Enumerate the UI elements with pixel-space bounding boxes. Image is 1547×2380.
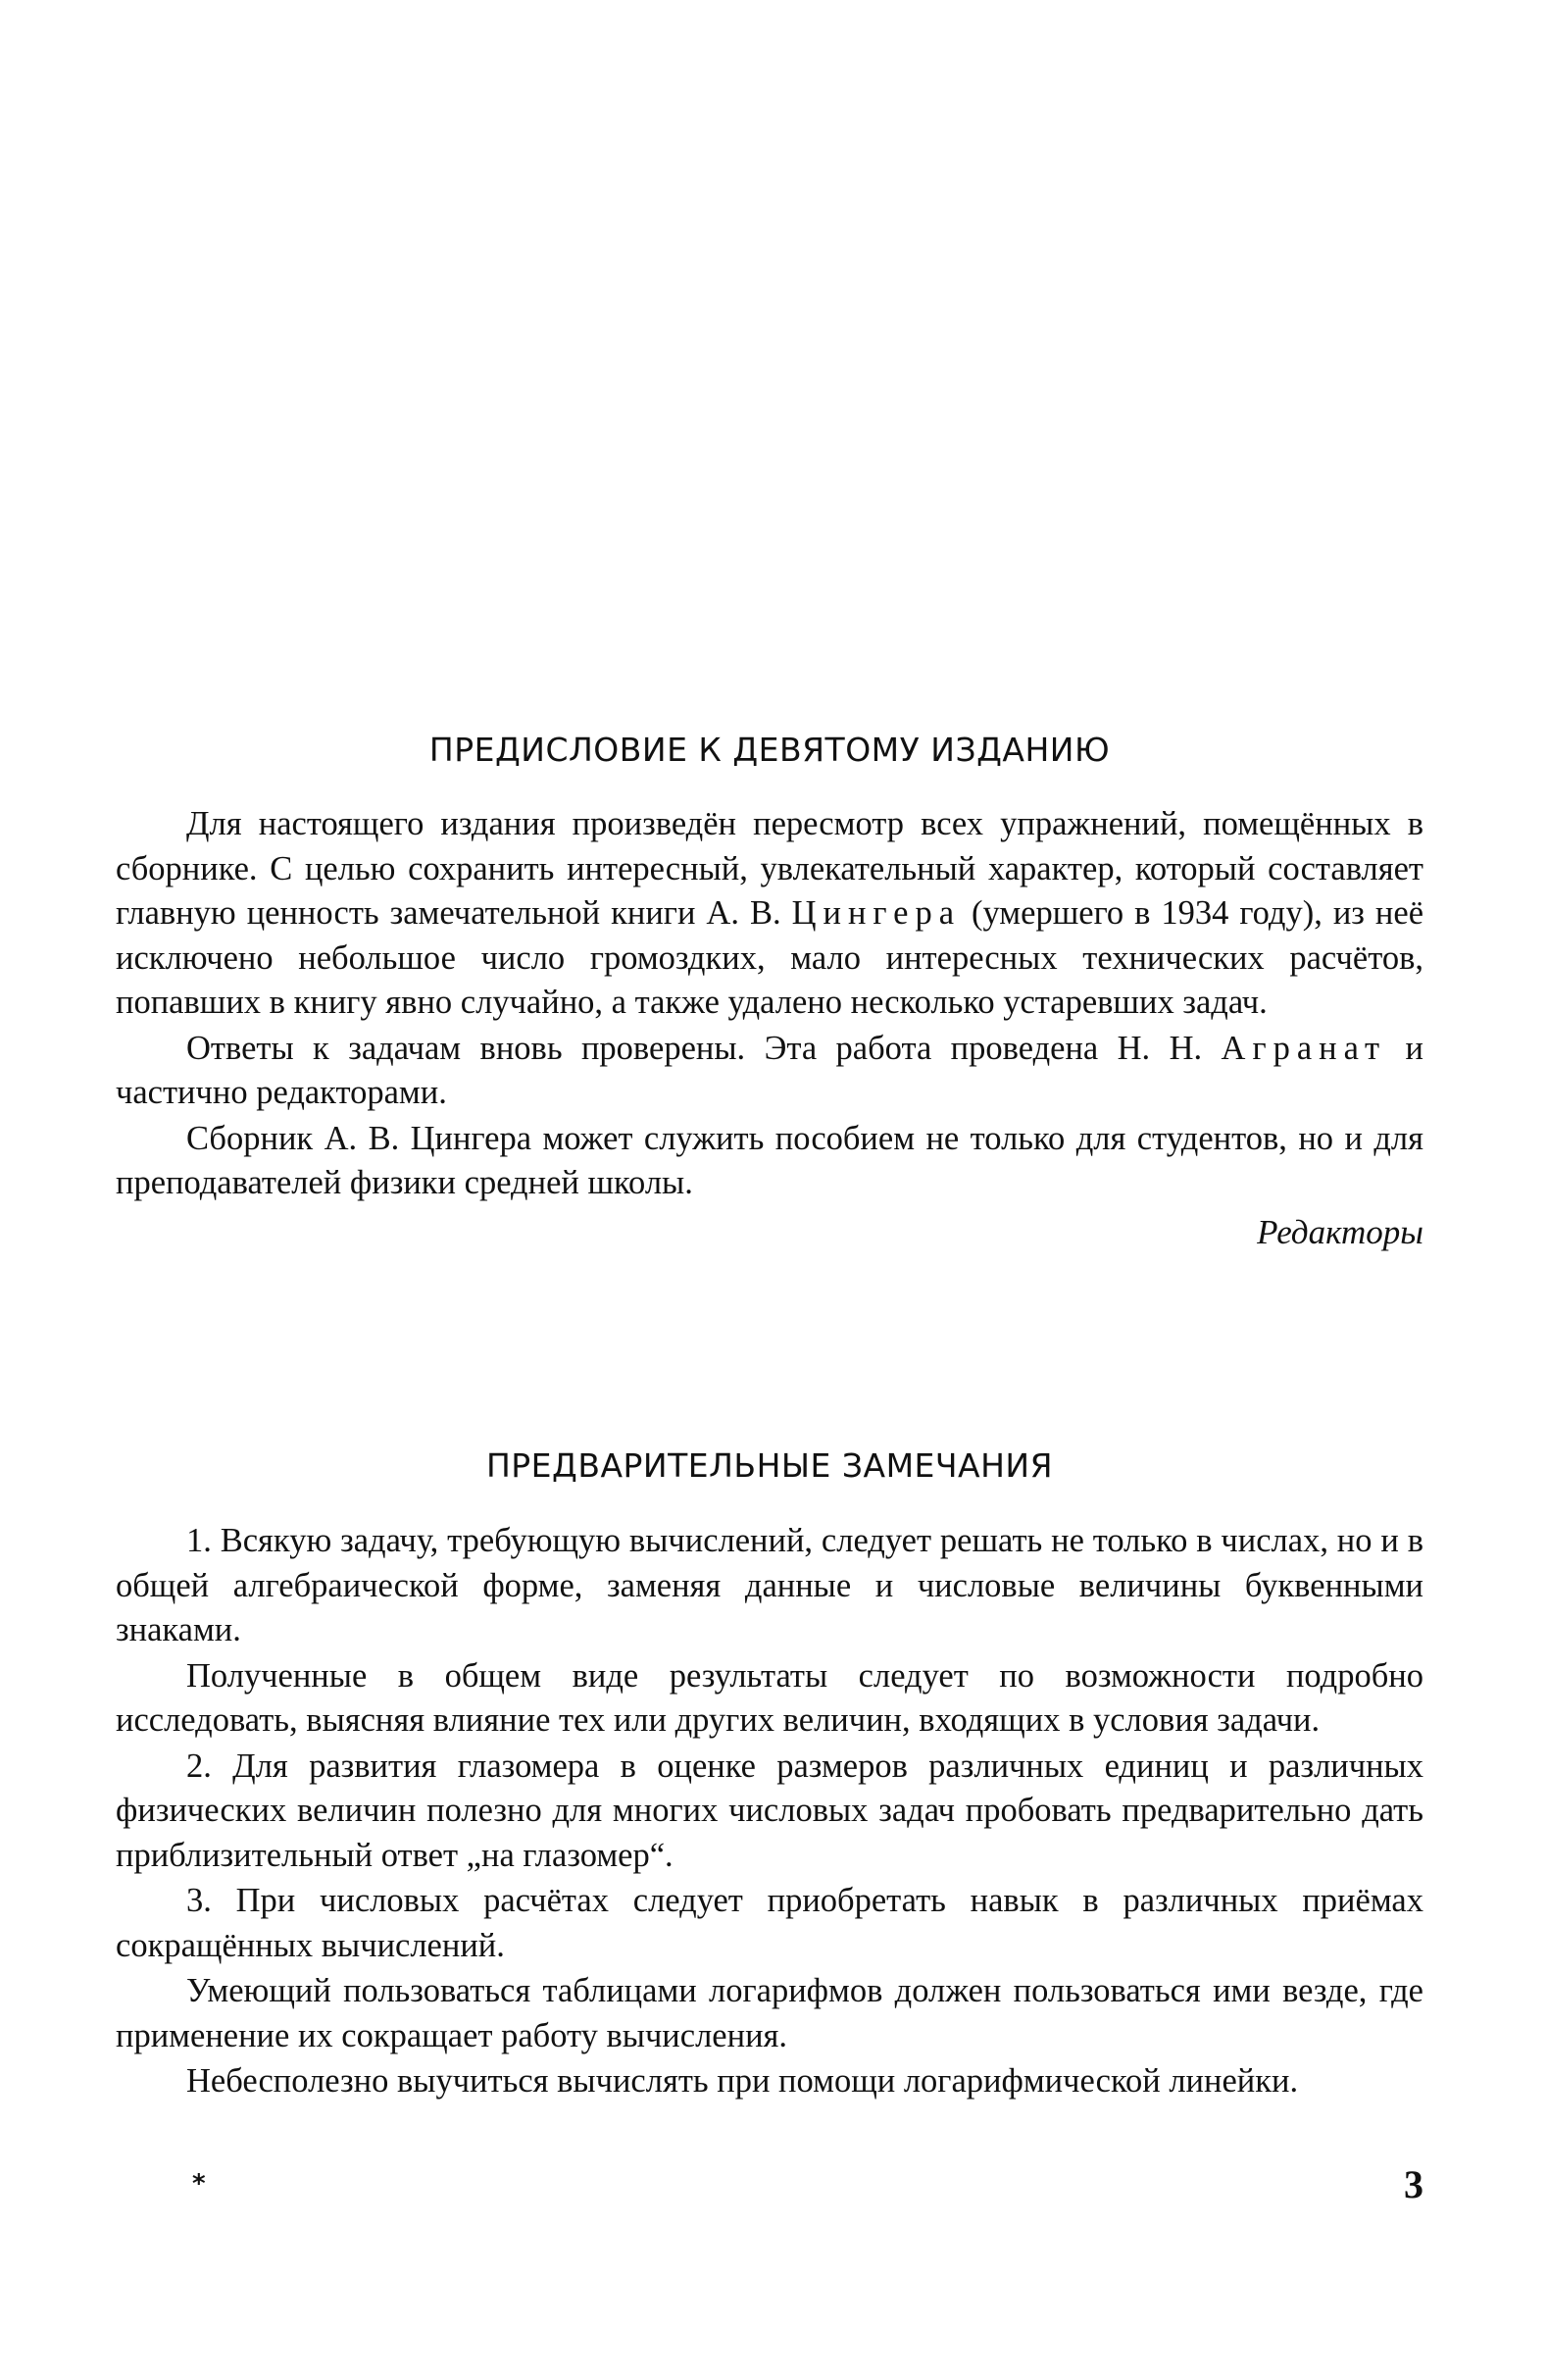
remarks-paragraph: Умеющий пользоваться таблицами логарифмов должен пользоваться ими везде, где применение их сокращает работу вычисления.	[116, 1972, 1423, 2054]
preface-paragraph-1: Для настоящего издания произведён пересмотр всех упражнений, помещённых в сборнике. С целью сохранить интересный, увлекательный характер, который составляет главную ценность замечательной книги А. В. Цингера (умершего в 1934 году), из неё исключено небольшое число громоздких, мало интересных технических расчётов, попавших в книгу явно случайно, а также удалено несколько устаревших задач.	[116, 805, 1424, 1021]
remarks-paragraph: Полученные в общем виде результаты следует по возможности подробно исследовать, выясняя влияние тех или других величин, входящих в условия задачи.	[116, 1656, 1423, 1739]
book-page	[116, 0, 1423, 2380]
footer-asterisk: *	[192, 2169, 206, 2199]
contributor-name: Агранат	[1221, 1029, 1387, 1067]
remarks-paragraph: Небесполезно выучиться вычислять при помощи логарифмической линейки.	[186, 2062, 1299, 2100]
preface-signature: Редакторы	[1257, 1212, 1423, 1251]
remarks-paragraph: 1. Всякую задачу, требующую вычислений, следует решать не только в числах, но и в общей алгебраической форме, заменяя данные и числовые величины буквенными знаками.	[116, 1522, 1423, 1648]
author-name: Цингера	[791, 894, 962, 932]
remarks-paragraph: 2. Для развития глазомера в оценке размеров различных единиц и различных физических величин полезно для многих числовых задач пробовать предварительно дать приблизительный ответ „на глазомер“.	[116, 1747, 1423, 1874]
page-number: 3	[1404, 2162, 1423, 2206]
preface-paragraph-3: Сборник А. В. Цингера может служить пособием не только для студентов, но и для преподавателей физики средней школы.	[116, 1119, 1423, 1201]
preface-paragraph-2: Ответы к задачам вновь проверены. Эта работа проведена Н. Н. Агранат и частично редакторами.	[116, 1029, 1423, 1111]
remarks-title: ПРЕДВАРИТЕЛЬНЫЕ ЗАМЕЧАНИЯ	[485, 1446, 1054, 1485]
remarks-paragraph: 3. При числовых расчётах следует приобретать навык в различных приёмах сокращённых вычислений.	[116, 1882, 1423, 1964]
preface-title: ПРЕДИСЛОВИЕ К ДЕВЯТОМУ ИЗДАНИЮ	[428, 731, 1111, 769]
remarks-section	[116, 1519, 1423, 2105]
preface-section	[116, 802, 1423, 1255]
